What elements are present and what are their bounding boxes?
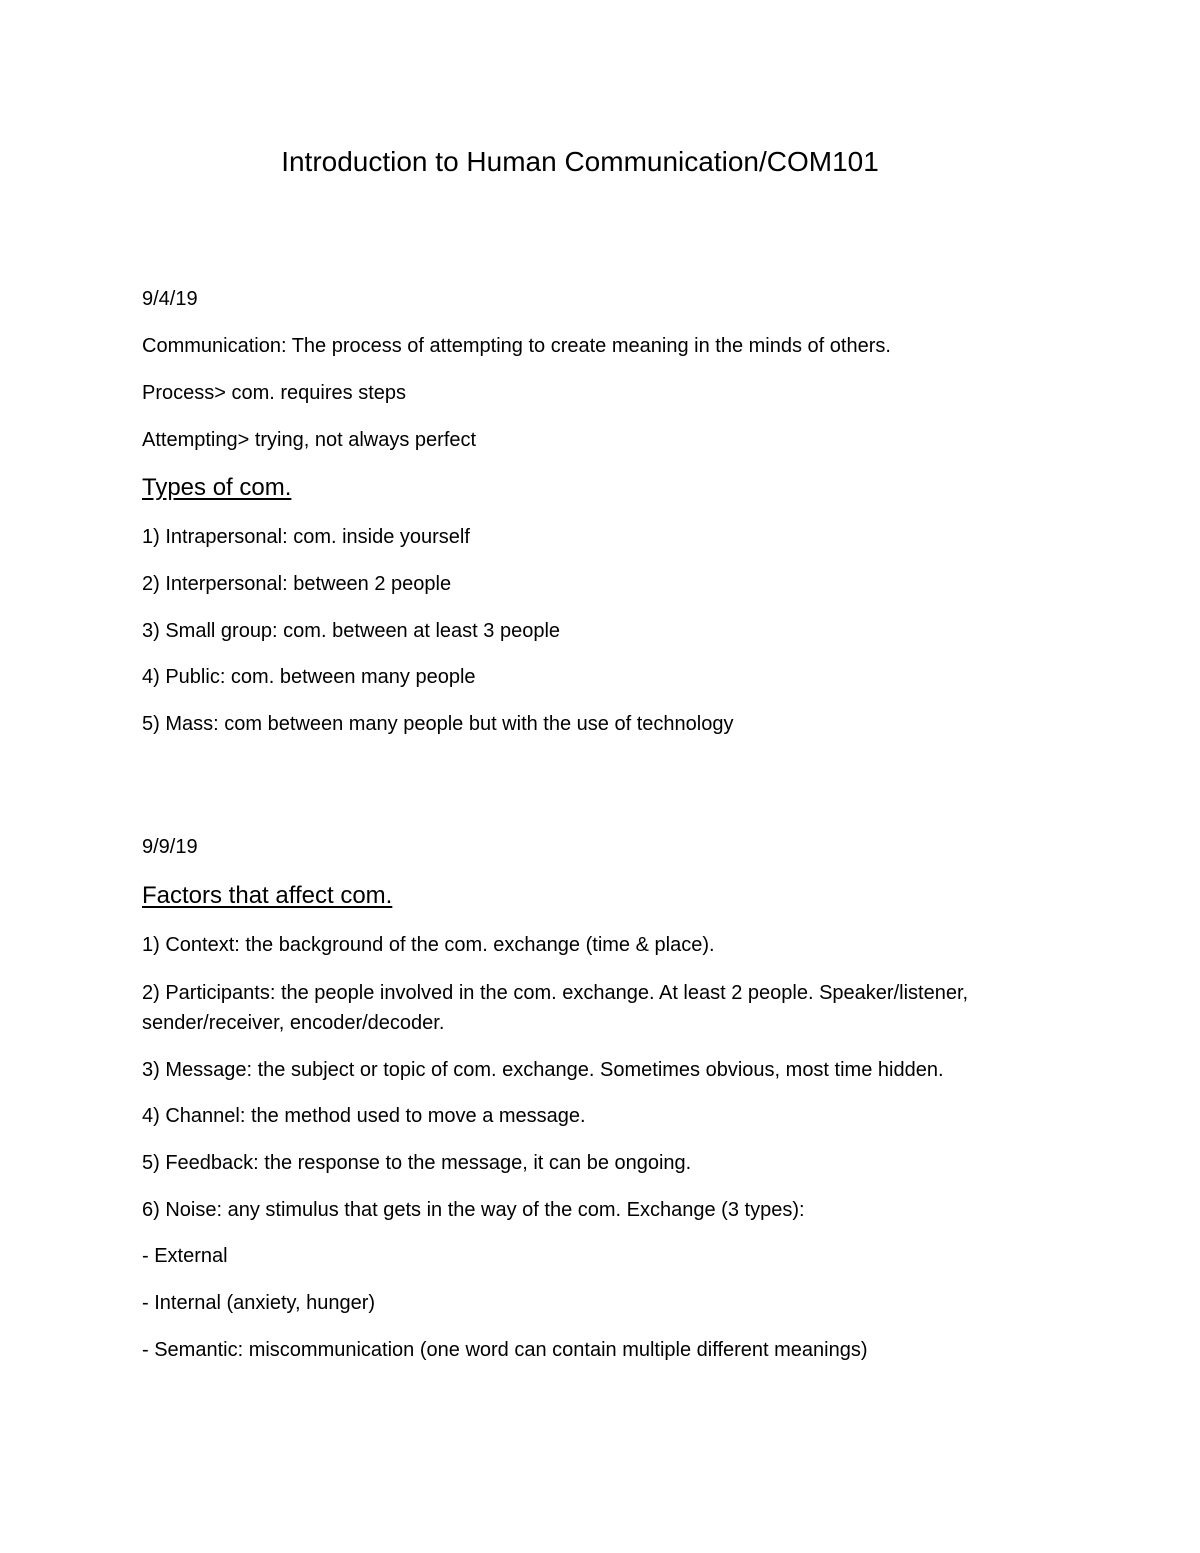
factors-list-item: 5) Feedback: the response to the message, it can be ongoing. <box>142 1152 692 1174</box>
noise-type-item: - External <box>142 1245 228 1267</box>
date-section-1: 9/4/19 <box>142 288 198 310</box>
types-list-item: 1) Intrapersonal: com. inside yourself <box>142 526 470 548</box>
communication-definition: Communication: The process of attempting to create meaning in the minds of others. <box>142 335 891 357</box>
attempting-note: Attempting> trying, not always perfect <box>142 429 477 451</box>
factors-list-item: 3) Message: the subject or topic of com. exchange. Sometimes obvious, most time hidden. <box>142 1059 944 1081</box>
types-list-item: 3) Small group: com. between at least 3 people <box>142 620 561 642</box>
noise-type-item: - Semantic: miscommunication (one word can contain multiple different meanings) <box>142 1339 868 1361</box>
types-list-item: 4) Public: com. between many people <box>142 666 476 688</box>
types-list-item: 2) Interpersonal: between 2 people <box>142 573 452 595</box>
factors-list-item: 2) Participants: the people involved in the com. exchange. At least 2 people. Speaker/listener, sender/receiver, encoder/decoder. <box>142 982 969 1034</box>
factors-list-item: 1) Context: the background of the com. exchange (time & place). <box>142 934 715 956</box>
factors-list-item: 6) Noise: any stimulus that gets in the way of the com. Exchange (3 types): <box>142 1199 805 1221</box>
factors-list-item: 4) Channel: the method used to move a message. <box>142 1105 586 1127</box>
process-note: Process> com. requires steps <box>142 382 406 404</box>
types-heading: Types of com. <box>142 474 292 501</box>
factors-heading: Factors that affect com. <box>142 882 393 909</box>
document-title: Introduction to Human Communication/COM101 <box>281 146 879 177</box>
date-section-2: 9/9/19 <box>142 836 198 858</box>
types-list-item: 5) Mass: com between many people but with the use of technology <box>142 713 734 735</box>
noise-type-item: - Internal (anxiety, hunger) <box>142 1292 376 1314</box>
